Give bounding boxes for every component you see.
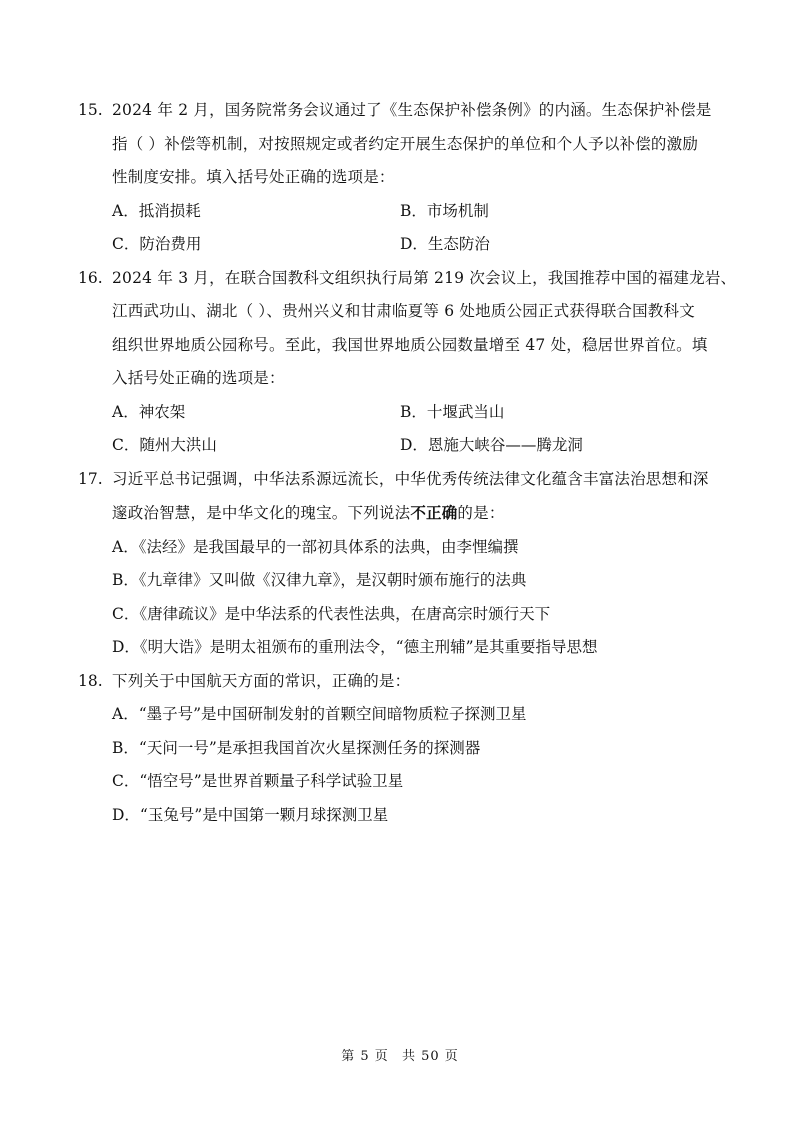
question-stem-line: 组织世界地质公园称号。至此，我国世界地质公园数量增至 47 处，稳居世界首位。填 [112, 335, 708, 354]
stem-tail: 的是： [457, 504, 505, 522]
option-a: A．《法经》是我国最早的一部初具体系的法典，由李悝编撰 [112, 537, 519, 556]
question-15 [78, 94, 738, 262]
question-18 [78, 665, 738, 833]
question-list [78, 94, 738, 832]
question-16 [78, 262, 738, 463]
question-number: 18. [78, 671, 103, 690]
option-list [112, 531, 738, 665]
option-d: D．《明大诰》是明太祖颁布的重刑法令，“德主刑辅”是其重要指导思想 [112, 638, 598, 656]
option-list [112, 396, 738, 463]
option-c: C．随州大洪山 [112, 436, 217, 454]
option-c: C．《唐律疏议》是中华法系的代表性法典，在唐高宗时颁行天下 [112, 604, 551, 623]
question-number: 15. [78, 101, 103, 119]
page-number: 第 5 页 [341, 1049, 389, 1064]
question-number: 17. [78, 469, 103, 488]
stem-text: 邃政治智慧，是中华文化的瑰宝。下列说法 [112, 504, 411, 522]
option-a: A．“墨子号”是中国研制发射的首颗空间暗物质粒子探测卫星 [112, 705, 527, 723]
question-stem-line: 2024 年 2 月，国务院常务会议通过了《生态保护补偿条例》的内涵。生态保护补偿是 [112, 101, 712, 119]
page-footer [0, 1045, 800, 1064]
option-a: A．神农架 [112, 402, 186, 421]
option-list [112, 195, 738, 262]
question-stem-line: 指（ ）补偿等机制，对按照规定或者约定开展生态保护的单位和个人予以补偿的激励 [112, 134, 699, 153]
question-stem-line: 江西武功山、湖北（ ）、贵州兴义和甘肃临夏等 6 处地质公园正式获得联合国教科文 [112, 302, 695, 320]
option-b: B．十堰武当山 [400, 402, 505, 421]
question-stem-line: 入括号处正确的选项是： [112, 369, 285, 387]
question-stem-line: 性制度安排。填入括号处正确的选项是： [112, 168, 395, 186]
question-stem-line: 2024 年 3 月，在联合国教科文组织执行局第 219 次会议上，我国推荐中国的福建龙岩、 [112, 268, 737, 287]
question-stem-line: 习近平总书记强调，中华法系源远流长，中华优秀传统法律文化蕴含丰富法治思想和深 [112, 469, 709, 488]
option-c: C．“悟空号”是世界首颗量子科学试验卫星 [112, 772, 404, 790]
option-b: B．市场机制 [400, 201, 489, 220]
emphasis-text: 不正确 [410, 503, 458, 522]
question-17 [78, 463, 738, 665]
option-c: C．防治费用 [112, 235, 202, 253]
option-d: D．恩施大峡谷——腾龙洞 [400, 436, 583, 454]
option-b: B．《九章律》又叫做《汉律九章》，是汉朝时颁布施行的法典 [112, 571, 527, 589]
question-number: 16. [78, 268, 103, 287]
option-list [112, 698, 738, 832]
total-pages: 共 50 页 [401, 1049, 459, 1064]
option-d: D．“玉兔号”是中国第一颗月球探测卫星 [112, 805, 389, 824]
option-b: B．“天问一号”是承担我国首次火星探测任务的探测器 [112, 738, 481, 757]
question-stem-line [112, 496, 738, 531]
question-stem-line: 下列关于中国航天方面的常识，正确的是： [112, 671, 411, 690]
option-d: D．生态防治 [400, 235, 490, 253]
option-a: A．抵消损耗 [112, 201, 201, 220]
